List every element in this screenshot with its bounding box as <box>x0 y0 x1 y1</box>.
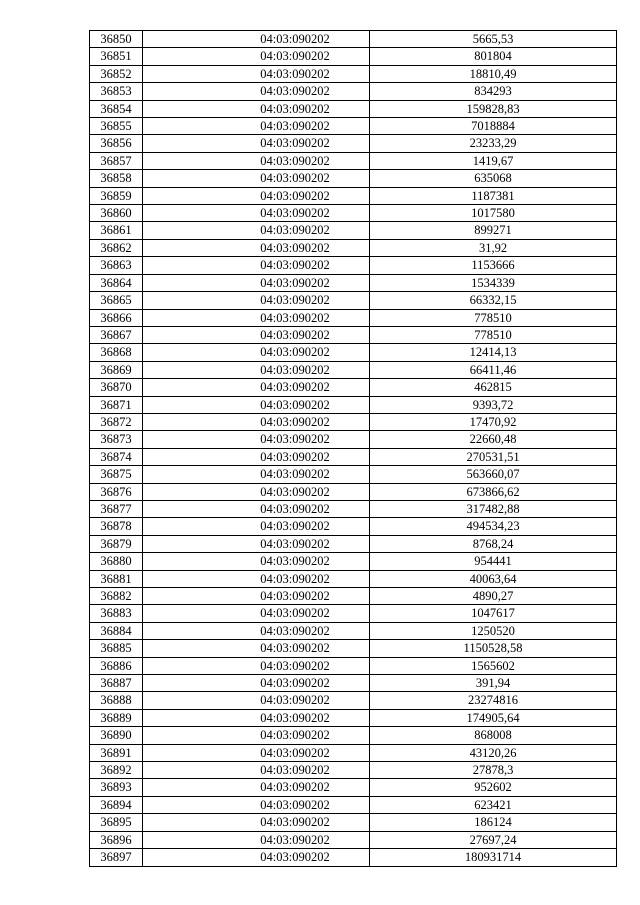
record-amount-cell: 22660,48 <box>370 431 617 448</box>
record-number-cell: 36859 <box>90 187 143 204</box>
record-number-cell: 36880 <box>90 553 143 570</box>
record-amount-cell: 159828,83 <box>370 100 617 117</box>
record-amount-cell: 12414,13 <box>370 344 617 361</box>
table-row <box>90 779 617 796</box>
record-code-cell: 04:03:090202 <box>143 309 370 326</box>
record-code-cell: 04:03:090202 <box>143 292 370 309</box>
record-number-cell: 36887 <box>90 675 143 692</box>
record-amount-cell: 5665,53 <box>370 31 617 48</box>
record-number-cell: 36891 <box>90 744 143 761</box>
record-number-cell: 36875 <box>90 466 143 483</box>
record-code-cell: 04:03:090202 <box>143 744 370 761</box>
table-row <box>90 222 617 239</box>
table-row <box>90 326 617 343</box>
table-row <box>90 187 617 204</box>
record-amount-cell: 899271 <box>370 222 617 239</box>
table-row <box>90 379 617 396</box>
records-table-body <box>90 31 617 867</box>
table-row <box>90 466 617 483</box>
record-number-cell: 36873 <box>90 431 143 448</box>
table-row <box>90 118 617 135</box>
record-number-cell: 36854 <box>90 100 143 117</box>
record-code-cell: 04:03:090202 <box>143 396 370 413</box>
record-number-cell: 36860 <box>90 205 143 222</box>
record-amount-cell: 9393,72 <box>370 396 617 413</box>
record-number-cell: 36884 <box>90 622 143 639</box>
table-row <box>90 170 617 187</box>
table-row <box>90 31 617 48</box>
record-code-cell: 04:03:090202 <box>143 535 370 552</box>
table-row <box>90 83 617 100</box>
record-number-cell: 36851 <box>90 48 143 65</box>
record-amount-cell: 1153666 <box>370 257 617 274</box>
record-number-cell: 36850 <box>90 31 143 48</box>
table-row <box>90 396 617 413</box>
table-row <box>90 831 617 848</box>
record-code-cell: 04:03:090202 <box>143 205 370 222</box>
record-number-cell: 36853 <box>90 83 143 100</box>
table-row <box>90 640 617 657</box>
table-row <box>90 744 617 761</box>
table-row <box>90 152 617 169</box>
record-code-cell: 04:03:090202 <box>143 118 370 135</box>
record-amount-cell: 778510 <box>370 309 617 326</box>
record-amount-cell: 270531,51 <box>370 448 617 465</box>
record-amount-cell: 23274816 <box>370 692 617 709</box>
record-amount-cell: 1017580 <box>370 205 617 222</box>
record-amount-cell: 1187381 <box>370 187 617 204</box>
table-row <box>90 431 617 448</box>
record-number-cell: 36895 <box>90 814 143 831</box>
record-amount-cell: 563660,07 <box>370 466 617 483</box>
table-row <box>90 675 617 692</box>
table-row <box>90 205 617 222</box>
table-row <box>90 622 617 639</box>
record-code-cell: 04:03:090202 <box>143 239 370 256</box>
record-code-cell: 04:03:090202 <box>143 100 370 117</box>
record-code-cell: 04:03:090202 <box>143 500 370 517</box>
record-number-cell: 36863 <box>90 257 143 274</box>
record-number-cell: 36893 <box>90 779 143 796</box>
record-amount-cell: 23233,29 <box>370 135 617 152</box>
record-amount-cell: 18810,49 <box>370 65 617 82</box>
record-amount-cell: 317482,88 <box>370 500 617 517</box>
record-code-cell: 04:03:090202 <box>143 657 370 674</box>
table-row <box>90 588 617 605</box>
record-code-cell: 04:03:090202 <box>143 553 370 570</box>
table-row <box>90 274 617 291</box>
record-number-cell: 36867 <box>90 326 143 343</box>
table-row <box>90 535 617 552</box>
record-code-cell: 04:03:090202 <box>143 187 370 204</box>
table-row <box>90 65 617 82</box>
record-code-cell: 04:03:090202 <box>143 83 370 100</box>
record-amount-cell: 1534339 <box>370 274 617 291</box>
record-code-cell: 04:03:090202 <box>143 448 370 465</box>
table-row <box>90 448 617 465</box>
table-row <box>90 657 617 674</box>
record-amount-cell: 40063,64 <box>370 570 617 587</box>
record-amount-cell: 391,94 <box>370 675 617 692</box>
table-row <box>90 239 617 256</box>
record-code-cell: 04:03:090202 <box>143 466 370 483</box>
record-number-cell: 36886 <box>90 657 143 674</box>
record-amount-cell: 66411,46 <box>370 361 617 378</box>
table-row <box>90 605 617 622</box>
record-code-cell: 04:03:090202 <box>143 640 370 657</box>
record-amount-cell: 27697,24 <box>370 831 617 848</box>
record-code-cell: 04:03:090202 <box>143 727 370 744</box>
record-code-cell: 04:03:090202 <box>143 431 370 448</box>
record-number-cell: 36877 <box>90 500 143 517</box>
record-number-cell: 36872 <box>90 413 143 430</box>
record-code-cell: 04:03:090202 <box>143 762 370 779</box>
record-code-cell: 04:03:090202 <box>143 622 370 639</box>
record-amount-cell: 954441 <box>370 553 617 570</box>
record-amount-cell: 4890,27 <box>370 588 617 605</box>
record-number-cell: 36855 <box>90 118 143 135</box>
record-amount-cell: 186124 <box>370 814 617 831</box>
record-amount-cell: 494534,23 <box>370 518 617 535</box>
record-number-cell: 36892 <box>90 762 143 779</box>
record-code-cell: 04:03:090202 <box>143 152 370 169</box>
record-number-cell: 36882 <box>90 588 143 605</box>
record-code-cell: 04:03:090202 <box>143 692 370 709</box>
record-code-cell: 04:03:090202 <box>143 344 370 361</box>
record-amount-cell: 17470,92 <box>370 413 617 430</box>
table-row <box>90 100 617 117</box>
record-number-cell: 36881 <box>90 570 143 587</box>
record-number-cell: 36878 <box>90 518 143 535</box>
record-amount-cell: 180931714 <box>370 849 617 866</box>
table-row <box>90 570 617 587</box>
table-row <box>90 48 617 65</box>
record-number-cell: 36888 <box>90 692 143 709</box>
record-code-cell: 04:03:090202 <box>143 518 370 535</box>
record-code-cell: 04:03:090202 <box>143 48 370 65</box>
record-code-cell: 04:03:090202 <box>143 709 370 726</box>
record-number-cell: 36868 <box>90 344 143 361</box>
record-code-cell: 04:03:090202 <box>143 796 370 813</box>
table-row <box>90 135 617 152</box>
record-code-cell: 04:03:090202 <box>143 570 370 587</box>
records-table <box>89 30 617 867</box>
record-amount-cell: 66332,15 <box>370 292 617 309</box>
record-amount-cell: 7018884 <box>370 118 617 135</box>
table-row <box>90 762 617 779</box>
record-number-cell: 36897 <box>90 849 143 866</box>
record-code-cell: 04:03:090202 <box>143 274 370 291</box>
table-row <box>90 518 617 535</box>
record-amount-cell: 1250520 <box>370 622 617 639</box>
table-row <box>90 849 617 866</box>
record-number-cell: 36857 <box>90 152 143 169</box>
record-code-cell: 04:03:090202 <box>143 675 370 692</box>
table-row <box>90 361 617 378</box>
record-amount-cell: 623421 <box>370 796 617 813</box>
record-amount-cell: 801804 <box>370 48 617 65</box>
record-number-cell: 36865 <box>90 292 143 309</box>
record-number-cell: 36871 <box>90 396 143 413</box>
record-code-cell: 04:03:090202 <box>143 483 370 500</box>
record-amount-cell: 27878,3 <box>370 762 617 779</box>
record-code-cell: 04:03:090202 <box>143 135 370 152</box>
record-amount-cell: 834293 <box>370 83 617 100</box>
record-amount-cell: 673866,62 <box>370 483 617 500</box>
record-code-cell: 04:03:090202 <box>143 779 370 796</box>
record-number-cell: 36883 <box>90 605 143 622</box>
record-code-cell: 04:03:090202 <box>143 361 370 378</box>
record-code-cell: 04:03:090202 <box>143 605 370 622</box>
record-code-cell: 04:03:090202 <box>143 588 370 605</box>
table-row <box>90 483 617 500</box>
record-number-cell: 36864 <box>90 274 143 291</box>
record-number-cell: 36889 <box>90 709 143 726</box>
record-amount-cell: 174905,64 <box>370 709 617 726</box>
record-code-cell: 04:03:090202 <box>143 326 370 343</box>
record-number-cell: 36885 <box>90 640 143 657</box>
table-row <box>90 692 617 709</box>
table-row <box>90 257 617 274</box>
record-amount-cell: 1419,67 <box>370 152 617 169</box>
record-number-cell: 36852 <box>90 65 143 82</box>
record-number-cell: 36890 <box>90 727 143 744</box>
table-row <box>90 500 617 517</box>
record-number-cell: 36866 <box>90 309 143 326</box>
record-amount-cell: 462815 <box>370 379 617 396</box>
record-number-cell: 36876 <box>90 483 143 500</box>
record-amount-cell: 43120,26 <box>370 744 617 761</box>
record-amount-cell: 1047617 <box>370 605 617 622</box>
record-amount-cell: 868008 <box>370 727 617 744</box>
table-row <box>90 344 617 361</box>
record-amount-cell: 31,92 <box>370 239 617 256</box>
record-number-cell: 36879 <box>90 535 143 552</box>
record-number-cell: 36874 <box>90 448 143 465</box>
record-amount-cell: 635068 <box>370 170 617 187</box>
record-number-cell: 36870 <box>90 379 143 396</box>
record-code-cell: 04:03:090202 <box>143 65 370 82</box>
record-code-cell: 04:03:090202 <box>143 379 370 396</box>
table-row <box>90 413 617 430</box>
record-code-cell: 04:03:090202 <box>143 31 370 48</box>
record-number-cell: 36861 <box>90 222 143 239</box>
table-row <box>90 727 617 744</box>
record-amount-cell: 778510 <box>370 326 617 343</box>
record-amount-cell: 1150528,58 <box>370 640 617 657</box>
record-code-cell: 04:03:090202 <box>143 831 370 848</box>
table-row <box>90 292 617 309</box>
record-amount-cell: 952602 <box>370 779 617 796</box>
table-row <box>90 814 617 831</box>
table-row <box>90 309 617 326</box>
record-number-cell: 36894 <box>90 796 143 813</box>
record-code-cell: 04:03:090202 <box>143 413 370 430</box>
record-code-cell: 04:03:090202 <box>143 257 370 274</box>
record-number-cell: 36856 <box>90 135 143 152</box>
record-code-cell: 04:03:090202 <box>143 849 370 866</box>
record-number-cell: 36858 <box>90 170 143 187</box>
record-amount-cell: 1565602 <box>370 657 617 674</box>
table-row <box>90 709 617 726</box>
table-row <box>90 553 617 570</box>
record-number-cell: 36862 <box>90 239 143 256</box>
record-code-cell: 04:03:090202 <box>143 170 370 187</box>
record-code-cell: 04:03:090202 <box>143 814 370 831</box>
record-code-cell: 04:03:090202 <box>143 222 370 239</box>
record-amount-cell: 8768,24 <box>370 535 617 552</box>
record-number-cell: 36896 <box>90 831 143 848</box>
table-row <box>90 796 617 813</box>
record-number-cell: 36869 <box>90 361 143 378</box>
